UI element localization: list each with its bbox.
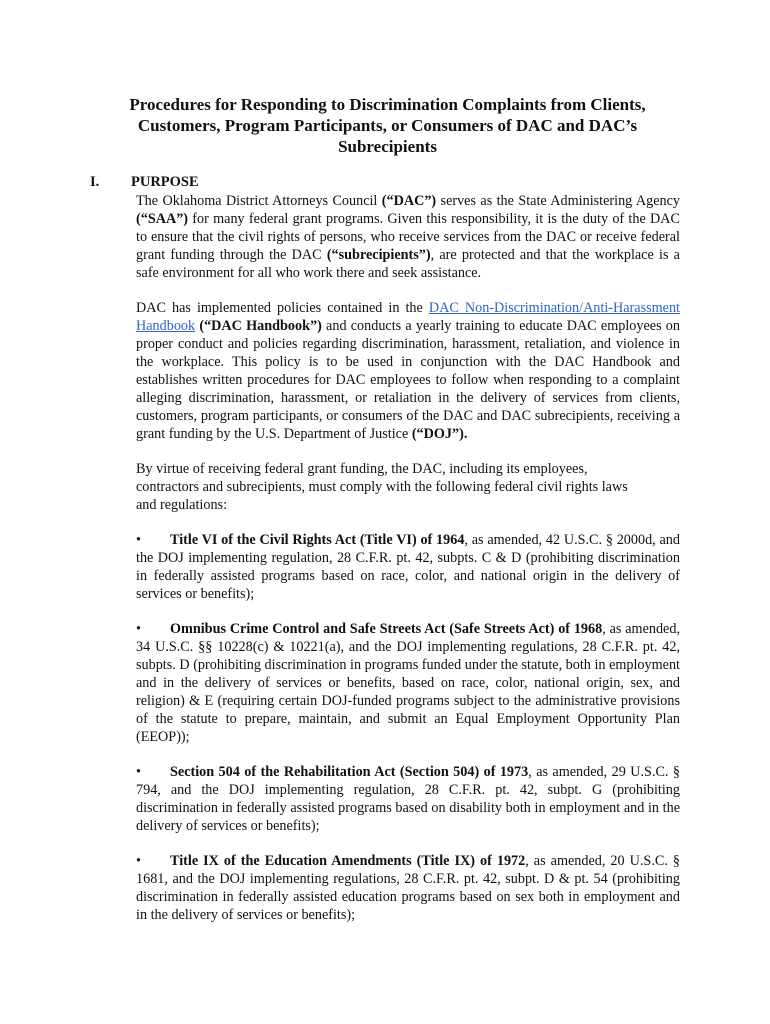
law-description: , as amended, 20 U.S.C. § 1681, and the DOJ implementing regulations, 28 C.F.R. pt. 42, subpt. D & pt. 54 (prohibiting discrimination in federally assisted education programs based on sex both in employment and in the delivery of services or benefits); (136, 853, 680, 923)
law-name: Section 504 of the Rehabilitation Act (Section 504) of 1973 (170, 764, 529, 780)
law-name: Title VI of the Civil Rights Act (Title VI) of 1964 (170, 532, 465, 548)
bold-term: (“subrecipients”) (326, 247, 431, 263)
title-line: Customers, Program Participants, or Consumers of DAC and DAC’s (137, 116, 638, 135)
section-number: I. (90, 174, 100, 190)
compliance-paragraph (136, 460, 680, 514)
law-bullet-item (136, 852, 680, 924)
text-run: The Oklahoma District Attorneys Council (136, 193, 382, 209)
text-run: DAC has implemented policies contained in the (136, 300, 429, 316)
bullet-icon: • (136, 764, 141, 780)
law-description: , as amended, 29 U.S.C. § 794, and the DOJ implementing regulation, 28 C.F.R. pt. 42, subpt. G (prohibiting discrimination in federally assisted programs based on disability both in employment and in the delivery of services or benefits); (136, 764, 680, 834)
bold-term: (“SAA”) (136, 211, 189, 227)
title-line: Subrecipients (338, 137, 437, 156)
law-description: , as amended, 34 U.S.C. §§ 10228(c) & 10221(a), and the DOJ implementing regulations, 28 C.F.R. pt. 42, subpts. D (prohibiting discrimination in programs funded under the statute, both in employment and in the delivery of services or benefits, based on race, color, national origin, sex, and religion) & E (requiring certain DOJ-funded programs subject to the administrative provisions of the statute to prepare, maintain, and submit an Equal Employment Opportunity Plan (EEOP)); (136, 621, 680, 745)
text-run: for many federal grant programs. Given this responsibility, it is the duty of the DAC to ensure that the civil rights of persons, who receive services from the DAC or receive federal grant funding through the DAC (136, 211, 680, 263)
text-run: , are protected and that the workplace is a safe environment for all who work there and seek assistance. (136, 247, 680, 281)
law-bullet-item (136, 620, 680, 746)
purpose-paragraph (136, 192, 680, 282)
section-body (136, 192, 680, 924)
law-name: Title IX of the Education Amendments (Title IX) of 1972 (170, 853, 526, 869)
text-run: and conducts a yearly training to educate DAC employees on proper conduct and policies regarding discrimination, harassment, retaliation, and violence in the workplace. This policy is to be used in conjunction with the DAC Handbook and establishes written procedures for DAC employees to follow when responding to a complaint alleging discrimination, harassment, or retaliation in the delivery of services from clients, customers, program participants, or consumers of the DAC and DAC subrecipients, receiving a grant funding by the U.S. Department of Justice (136, 318, 680, 442)
bullet-icon: • (136, 621, 141, 637)
bullet-icon: • (136, 853, 141, 869)
law-bullet-item (136, 531, 680, 603)
bold-term: (“DAC Handbook”) (199, 318, 322, 334)
title-line: Procedures for Responding to Discrimination Complaints from Clients, (129, 95, 646, 114)
text-line: By virtue of receiving federal grant funding, the DAC, including its employees, (136, 461, 588, 477)
bold-term: (“DAC”) (381, 193, 437, 209)
text-run: serves as the State Administering Agency (436, 193, 681, 209)
handbook-link[interactable]: DAC Non-Discrimination/Anti-Harassment Handbook (136, 300, 680, 334)
text-line: contractors and subrecipients, must comply with the following federal civil rights laws (136, 479, 628, 495)
law-description: , as amended, 42 U.S.C. § 2000d, and the DOJ implementing regulation, 28 C.F.R. pt. 42, subpts. C & D (prohibiting discrimination in federally assisted programs based on race, color, and national origin in the delivery of services or benefits); (136, 532, 680, 602)
bullet-icon: • (136, 532, 141, 548)
bold-term: (“DOJ”). (411, 426, 468, 442)
law-name: Omnibus Crime Control and Safe Streets Act (Safe Streets Act) of 1968 (170, 621, 603, 637)
document-title (90, 94, 685, 157)
text-line: and regulations: (136, 497, 228, 513)
law-bullet-item (136, 763, 680, 835)
policy-paragraph (136, 299, 680, 443)
section-title: PURPOSE (131, 174, 199, 190)
